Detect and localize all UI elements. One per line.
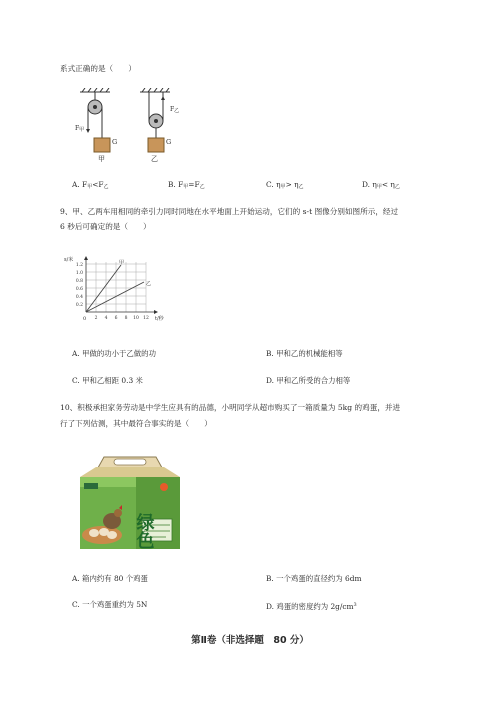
svg-text:10: 10 [133,316,139,321]
q9-option-a[interactable]: A. 甲做的功小于乙做的功 [72,349,156,358]
caption-jia: 甲 [98,155,105,163]
line-jia-label: 甲 [119,260,125,266]
label-f-yi: $F_乙$ [170,106,180,114]
s-t-graph [62,256,172,324]
section-title: 第Ⅱ卷（非选择题 80 分） [191,635,309,646]
svg-text:0.2: 0.2 [75,303,83,308]
x-axis-label: t/秒 [155,316,164,322]
q8-stem-tail: 系式正确的是（ ） [60,64,136,73]
q9-option-d[interactable]: D. 甲和乙所受的合力相等 [266,376,351,385]
weight-block-yi [148,138,164,152]
q9-option-b[interactable]: B. 甲和乙的机械能相等 [266,349,343,358]
q8-option-d[interactable]: D. $\eta_甲< \eta_乙$ [362,180,400,190]
svg-text:6: 6 [114,316,118,321]
box-brand-text: 绿色 [133,513,155,549]
y-axis-label: s/米 [64,257,74,263]
q10-option-a[interactable]: A. 箱内约有 80 个鸡蛋 [72,574,148,583]
q10-stem-line2: 行了下列估测，其中最符合事实的是（ ） [60,419,212,428]
egg-box-photo [76,453,184,555]
svg-text:1.2: 1.2 [75,263,83,268]
ceiling-hatch-yi [140,88,170,92]
svg-text:0.4: 0.4 [75,295,83,300]
q8-option-b[interactable]: B. $F_甲=F_乙$ [168,180,205,190]
q10-option-b[interactable]: B. 一个鸡蛋的直径约为 6dm [266,574,362,583]
svg-text:0.8: 0.8 [75,279,83,284]
q9-stem-line2: 6 秒后可确定的是（ ） [60,222,151,231]
q10-option-c[interactable]: C. 一个鸡蛋重约为 5N [72,600,148,609]
line-yi [86,282,144,312]
svg-text:4: 4 [104,316,108,321]
label-g-jia: G [112,138,118,146]
force-arrow-yi [161,96,165,100]
svg-text:12: 12 [143,316,149,321]
q10-option-d[interactable]: D. 鸡蛋的密度约为 $2g/cm^3$ [266,602,357,611]
origin-label: 0 [83,316,87,322]
svg-text:8: 8 [124,316,128,321]
y-tick-labels [76,262,83,308]
svg-text:2: 2 [94,316,98,321]
line-yi-label: 乙 [146,281,152,287]
x-tick-labels [95,315,149,321]
q10-stem-line1: 10、积极承担家务劳动是中学生应具有的品德，小明同学从超市购买了一箱质量为 5kg 的鸡蛋，并进 [60,403,401,412]
svg-text:1.0: 1.0 [75,271,83,276]
force-arrow-jia [86,129,90,133]
svg-text:0.6: 0.6 [75,287,83,292]
q9-option-c[interactable]: C. 甲和乙相距 0.3 米 [72,376,143,385]
q8-option-a[interactable]: A. $F_甲<F_乙$ [72,180,109,190]
ceiling-hatch-jia [80,88,110,92]
caption-yi: 乙 [151,155,158,163]
q8-option-c[interactable]: C. $\eta_甲> \eta_乙$ [266,180,304,190]
q9-stem-line1: 9、甲、乙两车用相同的牵引力同时同地在水平地面上开始运动，它们的 s-t 图像分别如图所示，经过 [60,207,399,216]
grid [86,262,146,312]
label-f-jia: $F_甲$ [75,125,85,133]
weight-block-jia [94,138,110,152]
pulley-figure [70,88,190,168]
label-g-yi: G [166,138,172,146]
